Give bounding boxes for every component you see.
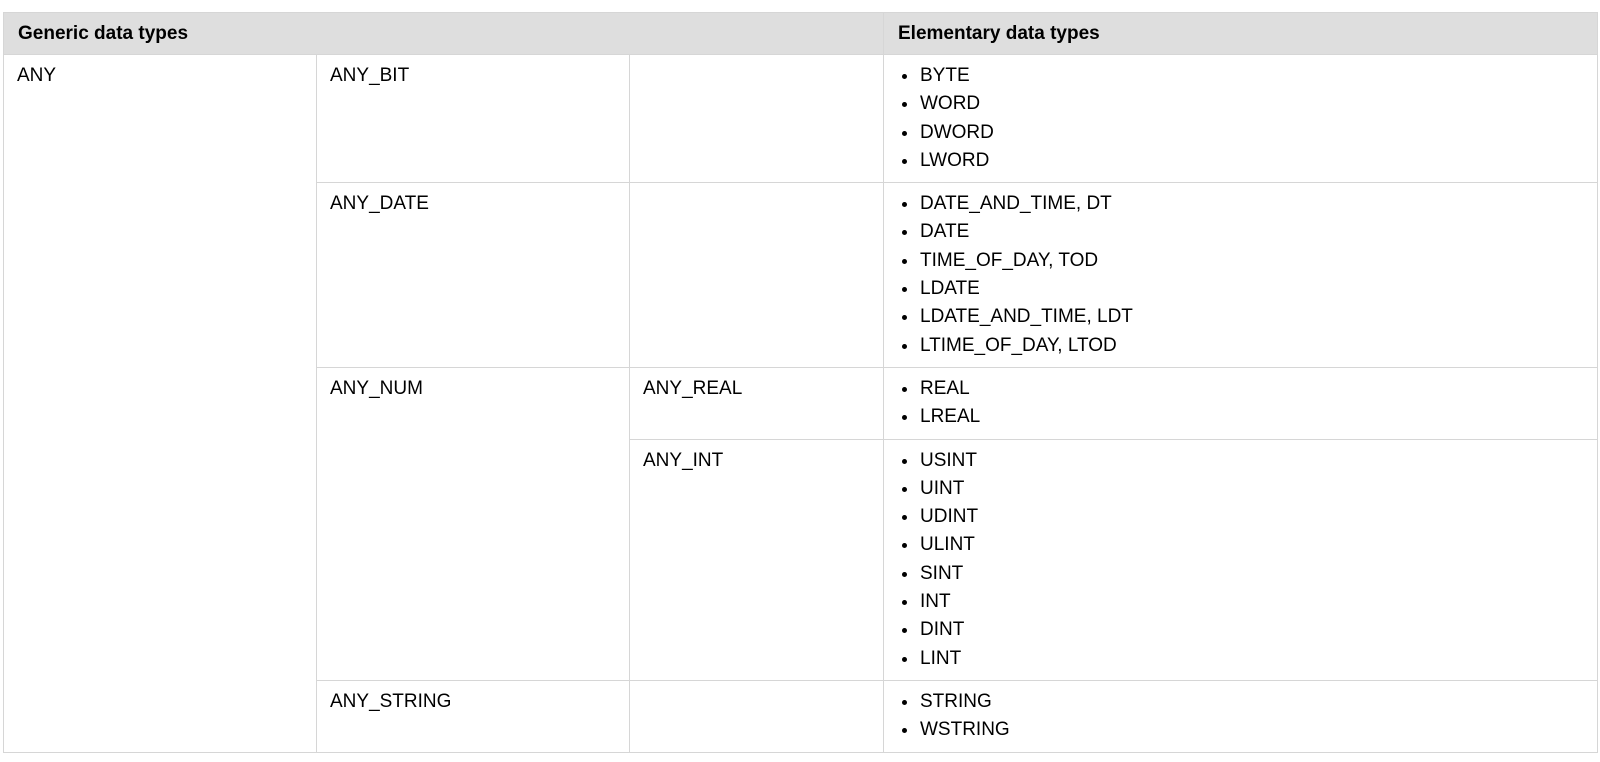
bullet-icon <box>902 572 907 577</box>
bullet-icon <box>902 315 907 320</box>
list-item <box>900 403 1584 431</box>
bullet-icon <box>902 543 907 548</box>
list-item <box>900 247 1584 275</box>
elementary-types-cell <box>884 367 1598 439</box>
generic-type-cell: ANY_BIT <box>317 55 630 183</box>
elementary-type: DATE <box>920 221 970 243</box>
elementary-type: LINT <box>920 647 962 669</box>
bullet-icon <box>902 657 907 662</box>
sub-generic-type-cell <box>630 680 884 752</box>
elementary-type: DATE_AND_TIME, DT <box>920 193 1112 215</box>
list-item <box>900 716 1584 744</box>
elementary-type: LREAL <box>920 406 981 428</box>
bullet-icon <box>902 74 907 79</box>
elementary-type: UDINT <box>920 506 979 528</box>
elementary-types-cell <box>884 183 1598 368</box>
bullet-icon <box>902 159 907 164</box>
list-item <box>900 147 1584 175</box>
table-row <box>4 55 1598 183</box>
bullet-icon <box>902 728 907 733</box>
list-item <box>900 190 1584 218</box>
bullet-icon <box>902 287 907 292</box>
list-item <box>900 616 1584 644</box>
elementary-types-cell <box>884 439 1598 680</box>
bullet-icon <box>902 230 907 235</box>
elementary-type: INT <box>920 591 951 613</box>
elementary-type: WSTRING <box>920 719 1010 741</box>
list-item <box>900 503 1584 531</box>
sub-generic-type-cell: ANY_INT <box>630 439 884 680</box>
list-item <box>900 332 1584 360</box>
list-item <box>900 119 1584 147</box>
bullet-icon <box>902 102 907 107</box>
elementary-type: DWORD <box>920 121 994 143</box>
elementary-types-list <box>900 190 1584 360</box>
list-item <box>900 688 1584 716</box>
list-item <box>900 447 1584 475</box>
list-item <box>900 588 1584 616</box>
bullet-icon <box>902 600 907 605</box>
elementary-type: SINT <box>920 562 964 584</box>
elementary-types-list <box>900 375 1584 432</box>
list-item <box>900 303 1584 331</box>
elementary-types-list <box>900 688 1584 745</box>
generic-type-cell: ANY_STRING <box>317 680 630 752</box>
list-item <box>900 645 1584 673</box>
bullet-icon <box>902 415 907 420</box>
bullet-icon <box>902 700 907 705</box>
list-item <box>900 375 1584 403</box>
bullet-icon <box>902 202 907 207</box>
bullet-icon <box>902 387 907 392</box>
header-row <box>4 13 1598 55</box>
elementary-type: LDATE_AND_TIME, LDT <box>920 306 1133 328</box>
elementary-type: LTIME_OF_DAY, LTOD <box>920 334 1117 356</box>
list-item <box>900 62 1584 90</box>
list-item <box>900 531 1584 559</box>
elementary-type: LDATE <box>920 278 980 300</box>
elementary-types-list <box>900 447 1584 673</box>
sub-generic-type-cell <box>630 183 884 368</box>
bullet-icon <box>902 259 907 264</box>
bullet-icon <box>902 131 907 136</box>
bullet-icon <box>902 628 907 633</box>
list-item <box>900 90 1584 118</box>
elementary-types-cell <box>884 55 1598 183</box>
bullet-icon <box>902 487 907 492</box>
elementary-type: TIME_OF_DAY, TOD <box>920 249 1099 271</box>
elementary-type: LWORD <box>920 149 990 171</box>
sub-generic-type-cell: ANY_REAL <box>630 367 884 439</box>
header-generic-data-types: Generic data types <box>4 13 884 55</box>
elementary-type: BYTE <box>920 65 970 86</box>
list-item <box>900 218 1584 246</box>
list-item <box>900 475 1584 503</box>
elementary-types-cell <box>884 680 1598 752</box>
elementary-type: DINT <box>920 619 965 641</box>
data-types-table <box>3 12 1598 753</box>
elementary-type: USINT <box>920 449 977 471</box>
elementary-type: STRING <box>920 690 992 712</box>
list-item <box>900 275 1584 303</box>
elementary-type: UINT <box>920 477 965 499</box>
data-types-table-container <box>3 12 1598 753</box>
elementary-type: REAL <box>920 377 970 399</box>
bullet-icon <box>902 344 907 349</box>
list-item <box>900 560 1584 588</box>
elementary-types-list <box>900 62 1584 175</box>
elementary-type: ULINT <box>920 534 975 556</box>
sub-generic-type-cell <box>630 55 884 183</box>
root-generic-type: ANY <box>4 55 317 753</box>
bullet-icon <box>902 459 907 464</box>
elementary-type: WORD <box>920 93 981 115</box>
generic-type-cell: ANY_DATE <box>317 183 630 368</box>
bullet-icon <box>902 515 907 520</box>
header-elementary-data-types: Elementary data types <box>884 13 1598 55</box>
generic-type-cell: ANY_NUM <box>317 367 630 680</box>
